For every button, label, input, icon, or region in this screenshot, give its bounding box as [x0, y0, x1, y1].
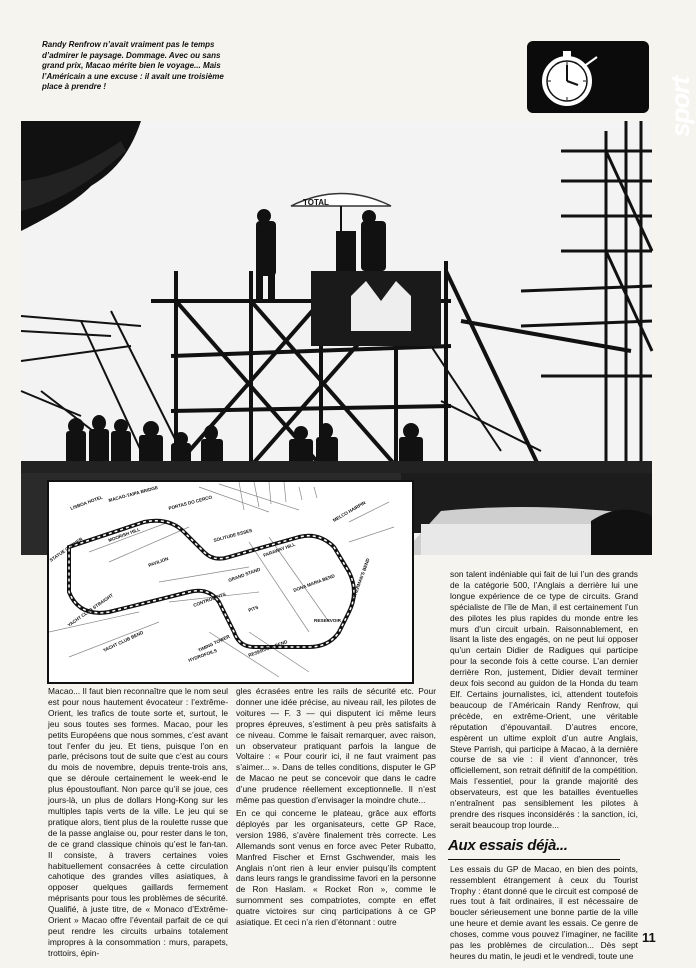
paragraph: gles écrasées entre les rails de sécurité etc. Pour donner une idée précise, au niveau rail, les pilotes de voitures — F. 3 — qui disputent ici même leurs propres épreuves, s’estiment à peu près satisfaits à ce niveau. Comme le faisait remarquer, avec raison, un observateur pratiquant parfois la langue de Voltaire : « Pour courir ici, il ne faut vraiment pas s’aimer... ». Dans de telles conditions, disputer le GP de Macao ne peut se concevoir que dans le cadre d’une prudence réellement exceptionnelle. Il n’est même pas question d’envisager la moindre chute... [236, 686, 436, 806]
umbrella-text: TOTAL [303, 198, 329, 207]
map-label: MOORISH HILL [107, 526, 141, 543]
photo-caption: Randy Renfrow n’avait vraiment pas le temps d’admirer le paysage. Dommage. Avec ou sans grand prix, Macao mérite bien le voyage... Mais l’Américain a une excuse : il avait une troisième place à prendre ! [42, 40, 224, 91]
map-label: PITS [247, 604, 259, 613]
paragraph: son talent indéniable qui fait de lui l’un des grands de la catégorie 500, l’Anglais a derrière lui une longue expérience de ce type de circuits. Grand spécialiste de l’île de Man, il est certainement l’un des pilotes les plus rapides du monde entre les murs d’un circuit urbain. Raisonnablement, en lisant la liste des engagés, on ne peut lui opposer qu’un certain Didier de Radigues qui participe pour la seconde fois à cette course. L’an dernier derrière Ron, justement, Didier devait terminer deux fois second au guidon de la Honda du team Elf. Certains journalistes, ici, attendent toutefois beaucoup de l’Américain Randy Renfrow, qui précède, en extrême-Orient, une véritable réputation d’épouvantail. D’autres encore, espèrent un ultime exploit d’un autre Anglais, Steve Parrish, qui participe à Macao, à la dernière course de sa vie : il vient d’annoncer, très officiellement, son retrait définitif de la compétition. Mais l’essentiel, pour la grande majorité des observateurs, est que les batailles éventuelles n’entraînent pas sensiblement les pilotes à prendre des risques inconsidérés : la sanction, ici, serait beaucoup trop lourde... [450, 569, 638, 830]
circuit-map [47, 480, 414, 684]
map-label: STATUE CORNER [48, 536, 84, 563]
map-label: DONA MARIA BEND [292, 573, 336, 593]
map-label: PAVILION [147, 556, 170, 568]
subheading: Aux essais déjà... [448, 836, 568, 854]
map-label: FARAWAY HILL [262, 541, 297, 558]
paragraph: Les essais du GP de Macao, en bien des points, ressemblent étrangement à ceux du Tourist Trophy : étant donné que le circuit est composé de rues tout à fait ordinaires, il est nécessaire de boucler sérieusement une bonne partie de la ville une heure et demie avant les essais. Ce genre de choses, comme vous pouvez l’imaginer, ne facilite pas les problèmes de circulation... Dès sept heures du matin, le jeudi et le vendredi, toute une [450, 863, 638, 961]
paragraph: En ce qui concerne le plateau, grâce aux efforts déployés par les organisateurs, cette GP Race, version 1986, s’avère finalement très correcte. Les Allemands sont venus en force avec Peter Rubatto, Manfred Fischer et Ernst Gschwender, mais les Anglais n’ont rien à leur envier puisqu’ils comptent dans leurs rangs le grandissime favori en la personne de Ron Haslam. « Rocket Ron », comme le surnomment ses compatriotes, compte en effet quatre victoires sur cinq participations à ce GP asiatique. Et ceci n’a rien d’étonnant : outre [236, 807, 436, 928]
section-logo [527, 41, 695, 137]
divider [448, 859, 620, 860]
map-label: FISHERMAN'S BEND [350, 557, 371, 603]
map-label: PORTAS DO CERCO [167, 494, 213, 511]
map-label: CONTROL PITS [192, 591, 227, 608]
map-label: SOLITUDE ESSES [212, 527, 253, 543]
paragraph: Macao... Il faut bien reconnaître que le nom seul est pour nous hautement évocateur : l’extrême-Orient, les trafics de toute sorte et, surtout, le jeu sous toutes ses formes. Macao, pour les petits Européens que nous sommes, c’est avant tout l’enfer du jeu. Et tiens, puisque l’on en parle, précisons tout de suite que c’est au cours du mois de novembre, depuis trente-trois ans, que se déroule certainement le week-end le plus époustouflant. Non parce qu’il se joue, ces jours-là, un plus de dollars Hong-Kong sur les multiples tapis verts de la ville. Le jeu qui se pratique alors, tient plus de la roulette russe que de la passe anglaise ou, pour rester dans le ton, de ce grand classique chinois qu’est le fan-tan. Il consiste, à travers certaines voies habituellement consacrées à cette circulation cahotique des grandes villes asiatiques, à opposer quelques gaillards fermement méprisants pour tous les problèmes de sécurité. Qualifié, à juste titre, de « Monaco d’Extrême-Orient » Macao offre l’éventail parfait de ce qui peut rendre les circuits urbains totalement impropres à la consommation : murs, parapets, trottoirs, épin- [48, 686, 228, 958]
map-label: HYDROFOILS [187, 647, 218, 663]
map-label: MACAO-TAIPA BRIDGE [107, 484, 159, 503]
article-column-1 [48, 686, 228, 961]
article-column-2 [236, 686, 436, 930]
map-label: YACHT CLUB STRAIGHT [66, 592, 114, 628]
map-label: LISBOA HOTEL [69, 494, 104, 511]
map-label: RESERVOIR BEND [247, 639, 289, 658]
page-number: 11 [642, 930, 656, 945]
stopwatch-icon [533, 47, 603, 109]
section-word: sport [665, 77, 695, 137]
article-column-3 [450, 569, 638, 964]
map-label: GRAND STAND [227, 566, 261, 583]
map-label: YACHT CLUB BEND [102, 629, 145, 653]
map-label: RESERVOIR [314, 618, 341, 623]
map-label: TIMING TOWER [197, 633, 231, 653]
map-label: MELCO HAIRPIN [332, 500, 367, 523]
